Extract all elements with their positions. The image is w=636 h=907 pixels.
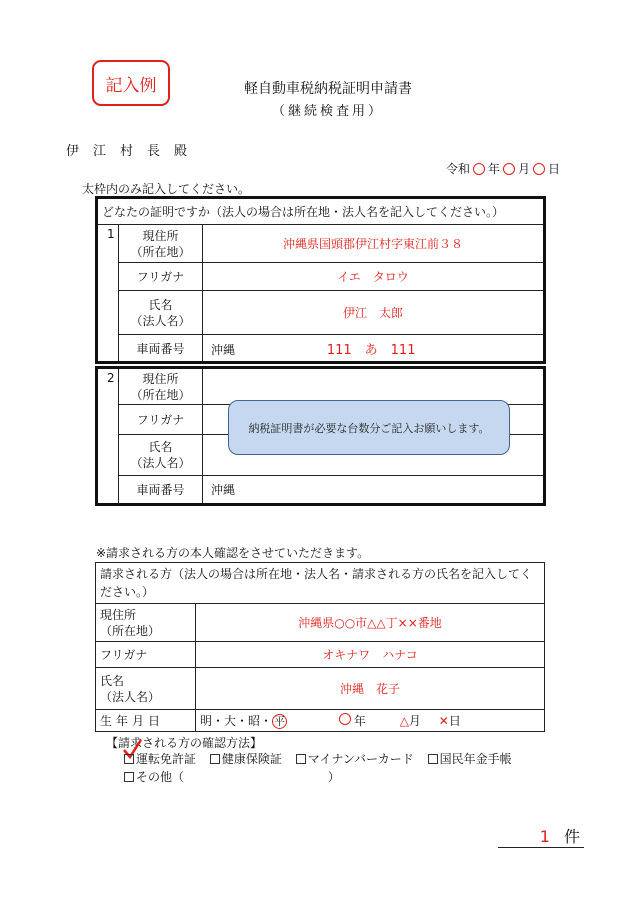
- birth-year: 年: [353, 714, 366, 728]
- birth-day: 日: [448, 714, 461, 728]
- furigana-value[interactable]: イエ タロウ: [203, 263, 545, 291]
- callout-note: 納税証明書が必要な台数分ご記入お願いします。: [228, 400, 510, 455]
- checkbox-icon: [296, 754, 306, 764]
- birth-year-circle-icon: [339, 713, 351, 725]
- birth-day-cross-icon: ✕: [438, 714, 449, 728]
- checkbox-icon: [210, 754, 220, 764]
- form-title: 軽自動車税納税証明申請書: [244, 81, 412, 97]
- vehicle-1-table: [95, 196, 546, 364]
- opt-insurance[interactable]: 健康保険証: [210, 752, 282, 766]
- date-era: 令和: [446, 162, 471, 176]
- birth-month-triangle-icon: △: [399, 714, 409, 728]
- id-note: ※請求される方の本人確認をさせていただきます。: [96, 546, 370, 560]
- confirm-title: 【請求される方の確認方法】: [106, 736, 263, 750]
- furigana-label-2: フリガナ: [119, 405, 203, 435]
- birth-eras: 明・大・昭・: [200, 714, 273, 728]
- date-month: 月: [518, 162, 531, 176]
- vehicle-1-number: 1: [97, 225, 119, 363]
- opt-mynumber[interactable]: マイナンバーカード: [296, 752, 414, 766]
- car-number-value: 111 あ 111: [326, 342, 416, 358]
- req-furigana-label: フリガナ: [96, 642, 196, 668]
- date-year: 年: [488, 162, 501, 176]
- count-value: 1: [539, 827, 550, 846]
- birth-field[interactable]: [196, 710, 545, 732]
- car-number-label-2: 車両番号: [119, 476, 203, 505]
- instruction: 太枠内のみ記入してください。: [82, 182, 251, 196]
- name-value[interactable]: 伊江 太郎: [203, 291, 545, 335]
- count-unit: 件: [563, 827, 580, 846]
- sample-stamp: 記入例: [92, 60, 170, 106]
- req-furigana-value[interactable]: オキナワ ハナコ: [196, 642, 545, 668]
- checkbox-icon: [428, 754, 438, 764]
- requester-header: 請求される方（法人の場合は所在地・法人名・請求される方の氏名を記入してください。）: [96, 563, 545, 604]
- address-field-2[interactable]: [203, 368, 545, 405]
- name-label: 氏名 （法人名）: [119, 291, 203, 335]
- car-number-label: 車両番号: [119, 335, 203, 363]
- car-prefix: 沖縄: [211, 342, 236, 357]
- month-circle-icon: [503, 163, 515, 175]
- addressee: 伊江村長殿: [66, 144, 202, 159]
- address-label-2: 現住所 （所在地）: [119, 368, 203, 405]
- birth-month: 月: [408, 714, 421, 728]
- opt-license[interactable]: 運転免許証: [124, 752, 196, 766]
- vehicle-2-number: 2: [97, 368, 119, 505]
- requester-table: [95, 562, 545, 732]
- birth-selected-era: 平: [274, 715, 286, 728]
- opt-other-close: ）: [327, 770, 340, 784]
- address-value[interactable]: 沖縄県国頭郡伊江村字東江前３８: [203, 225, 545, 263]
- car-prefix-2: 沖縄: [211, 483, 236, 497]
- address-label: 現住所 （所在地）: [119, 225, 203, 263]
- count-field[interactable]: [498, 824, 584, 848]
- checkbox-icon: [124, 754, 134, 764]
- date-line: [446, 160, 560, 177]
- date-day: 日: [548, 162, 561, 176]
- req-address-label: 現住所 （所在地）: [96, 604, 196, 642]
- name-label-2: 氏名 （法人名）: [119, 435, 203, 476]
- year-circle-icon: [473, 163, 485, 175]
- car-number-field-2[interactable]: [203, 476, 545, 505]
- req-name-label: 氏名 （法人名）: [96, 668, 196, 710]
- furigana-label: フリガナ: [119, 263, 203, 291]
- checkbox-icon: [124, 772, 134, 782]
- car-number-field[interactable]: [203, 335, 545, 363]
- req-address-value[interactable]: 沖縄県○○市△△丁××番地: [196, 604, 545, 642]
- birth-label: 生年月日: [96, 710, 196, 732]
- section1-header: どなたの証明ですか（法人の場合は所在地・法人名を記入してください。）: [97, 198, 545, 225]
- confirm-options: [124, 750, 522, 786]
- opt-pension[interactable]: 国民年金手帳: [428, 752, 512, 766]
- day-circle-icon: [533, 163, 545, 175]
- req-name-value[interactable]: 沖縄 花子: [196, 668, 545, 710]
- opt-other[interactable]: その他（: [124, 770, 184, 784]
- form-subtitle: （継続検査用）: [271, 104, 384, 119]
